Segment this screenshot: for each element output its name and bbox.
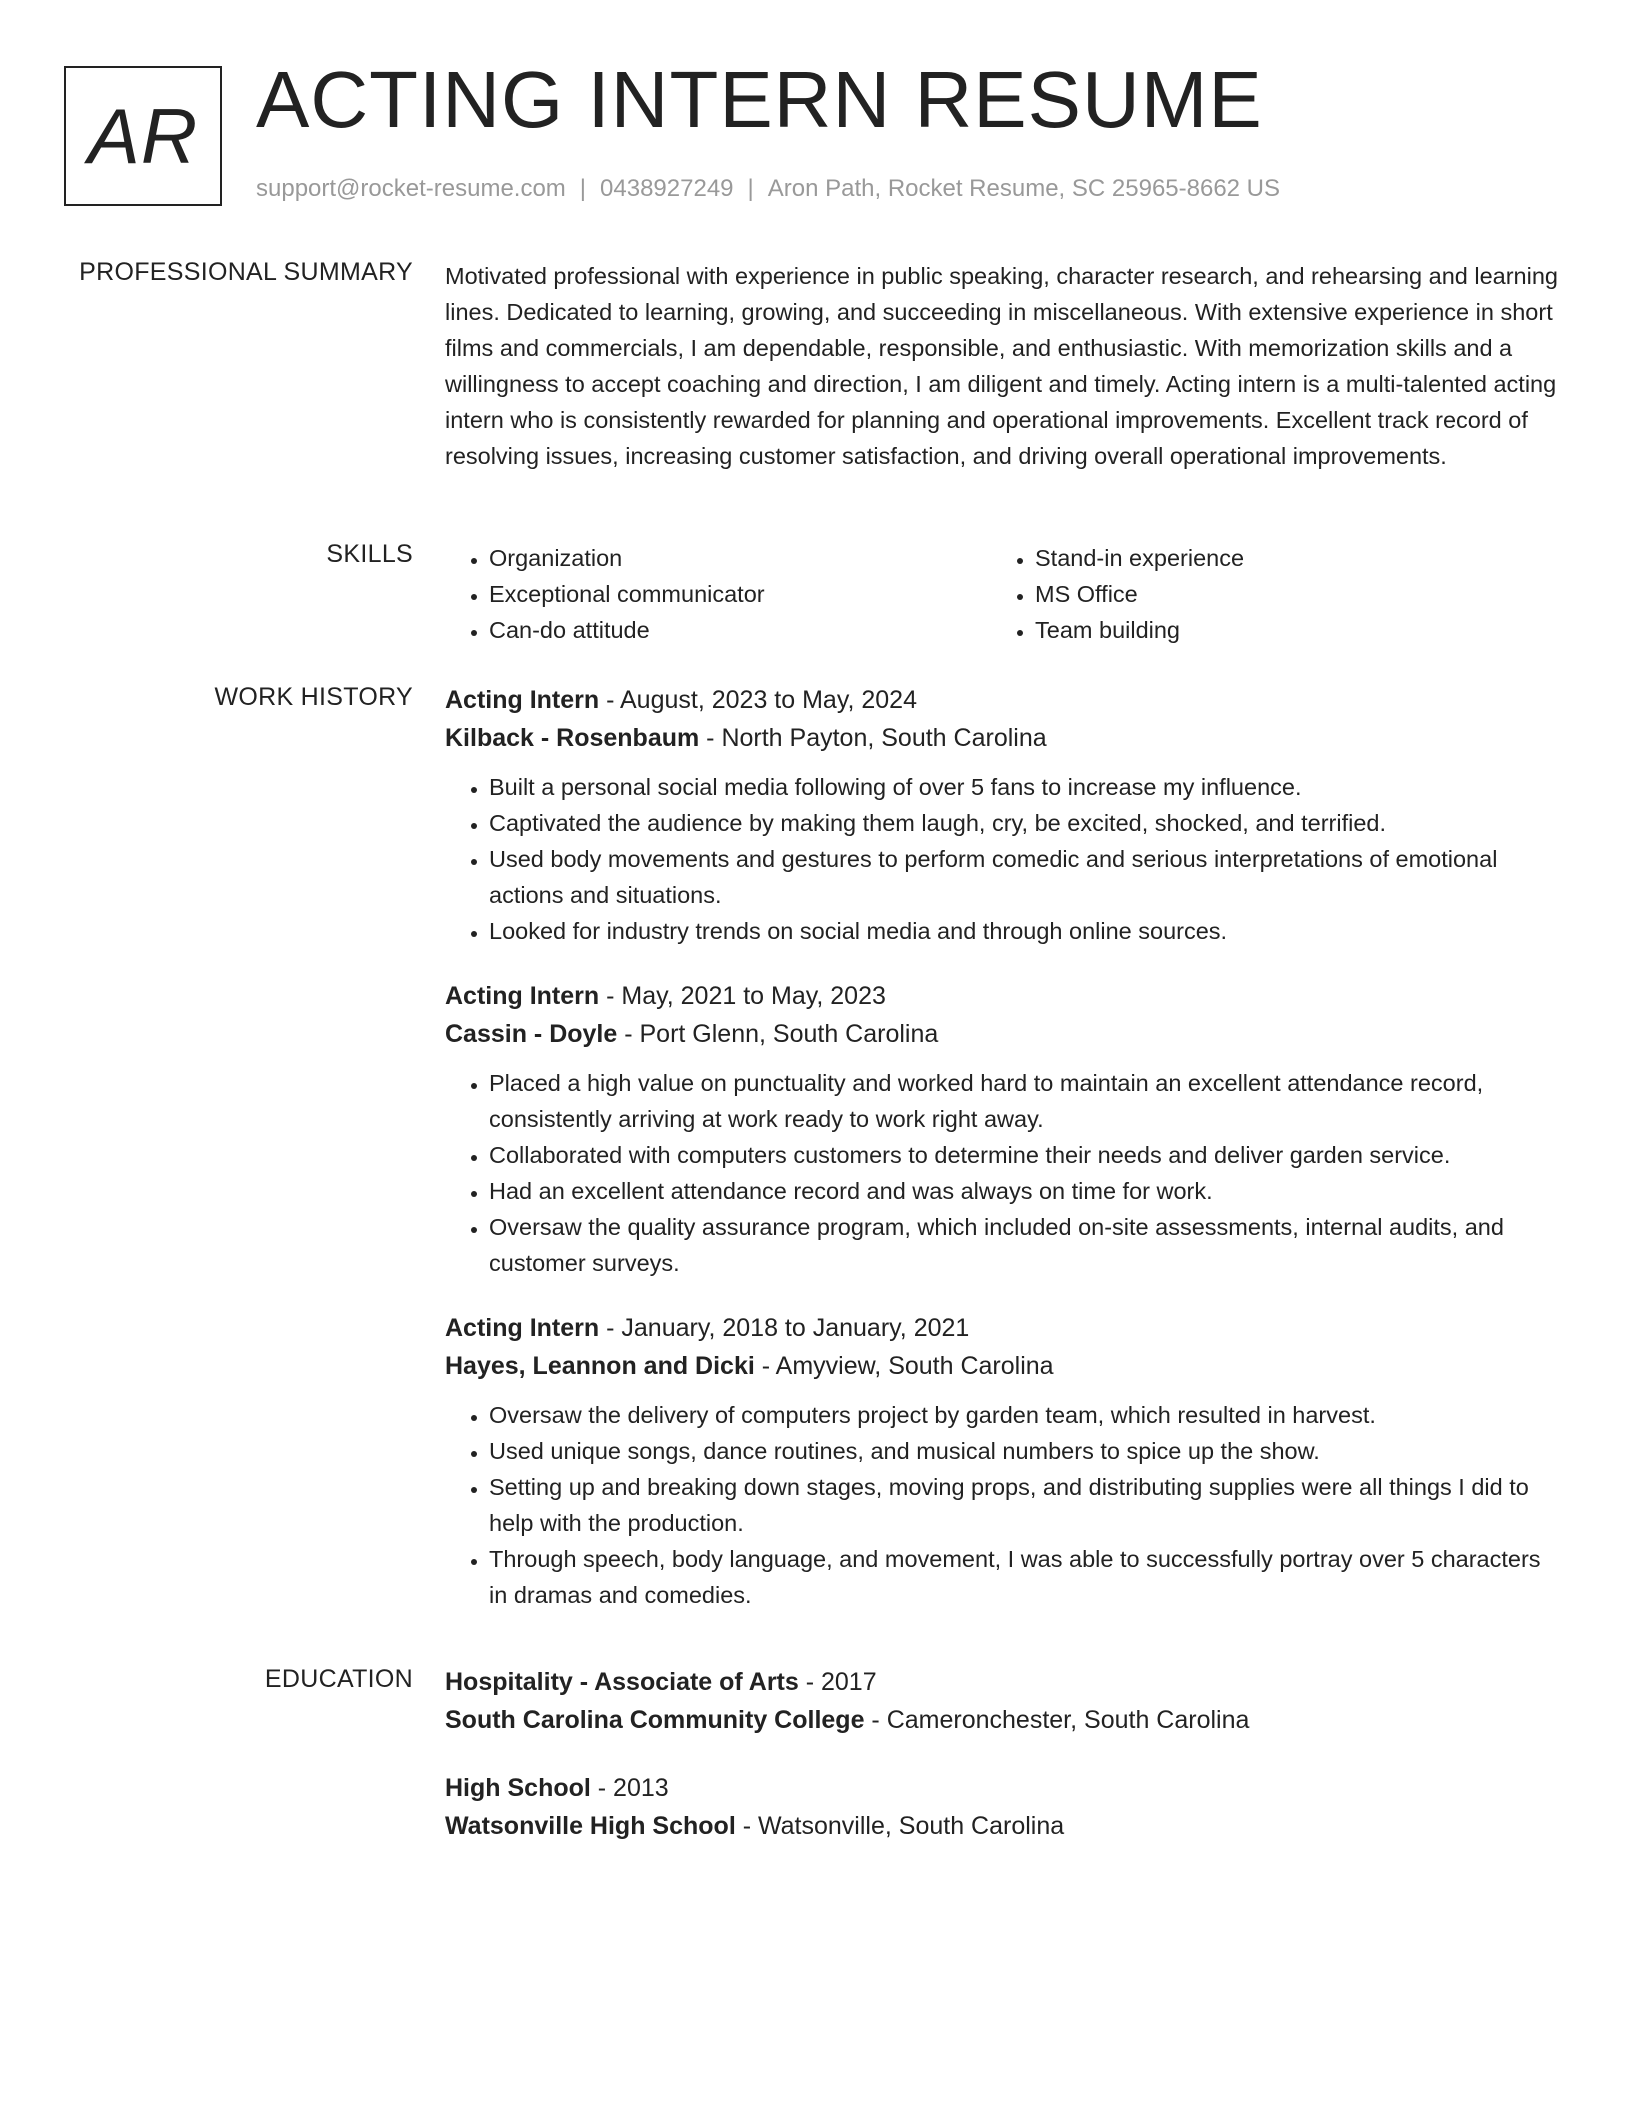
- job-dates: - August, 2023 to May, 2024: [599, 686, 917, 714]
- job-title: Acting Intern: [445, 982, 600, 1010]
- summary-section-label: PROFESSIONAL SUMMARY: [79, 258, 413, 286]
- job-bullet: • Oversaw the quality assurance program, which included on-site assessments, internal audits, and customer surveys.: [489, 1209, 1565, 1281]
- work-section: [445, 681, 1565, 1641]
- job-company: Cassin - Doyle: [445, 1020, 618, 1048]
- job-location: - North Payton, South Carolina: [699, 724, 1047, 752]
- skill-item: • Stand-in experience: [1035, 540, 1537, 576]
- education-location: - Watsonville, South Carolina: [735, 1812, 1065, 1840]
- education-year: - 2013: [590, 1774, 669, 1802]
- education-year: - 2017: [798, 1668, 877, 1696]
- job-bullet: • Built a personal social media following of over 5 fans to increase my influence.: [489, 769, 1565, 805]
- job-dates: - January, 2018 to January, 2021: [599, 1314, 970, 1342]
- education-school-line: [445, 1807, 1565, 1845]
- skill-item: • Exceptional communicator: [489, 576, 991, 612]
- skills-section-label: SKILLS: [326, 540, 413, 568]
- job-dates: - May, 2021 to May, 2023: [599, 982, 886, 1010]
- job-company-line: [445, 1347, 1565, 1385]
- job-title-line: [445, 681, 1565, 719]
- resume-title: ACTING INTERN RESUME: [256, 55, 1263, 144]
- job-company: Hayes, Leannon and Dicki: [445, 1352, 755, 1380]
- job-title: Acting Intern: [445, 686, 600, 714]
- job-bullet: • Placed a high value on punctuality and worked hard to maintain an excellent attendance record, consistently arriving at work ready to work right away.: [489, 1065, 1565, 1137]
- summary-text: Motivated professional with experience in public speaking, character research, and rehearsing and learning lines. Dedicated to learning, growing, and succeeding in miscellaneous. With extensive experience in short films and commercials, I am dependable, responsible, and enthusiastic. With memorization skills and a willingness to accept coaching and direction, I am diligent and timely. Acting intern is a multi-talented acting intern who is consistently rewarded for planning and operational improvements. Excellent track record of resolving issues, increasing customer satisfaction, and driving overall operational improvements.: [445, 263, 1558, 469]
- contact-email[interactable]: support@rocket-resume.com: [256, 175, 566, 202]
- education-school: Watsonville High School: [445, 1812, 736, 1840]
- job-bullet: • Collaborated with computers customers to determine their needs and deliver garden service.: [489, 1137, 1565, 1173]
- job-entry: [445, 977, 1565, 1281]
- job-bullet: • Through speech, body language, and movement, I was able to successfully portray over 5 characters in dramas and comedies.: [489, 1541, 1565, 1613]
- job-bullets: [445, 1065, 1565, 1281]
- job-bullet: • Oversaw the delivery of computers project by garden team, which resulted in harvest.: [489, 1397, 1565, 1433]
- skills-section: [445, 540, 1565, 648]
- monogram-avatar: AR: [64, 66, 222, 206]
- job-bullet: • Captivated the audience by making them laugh, cry, be excited, shocked, and terrified.: [489, 805, 1565, 841]
- contact-line: [256, 175, 1280, 203]
- skill-item: • Organization: [489, 540, 991, 576]
- education-entry: [445, 1769, 1565, 1845]
- job-bullets: [445, 769, 1565, 949]
- education-degree: High School: [445, 1774, 591, 1802]
- education-degree-line: [445, 1663, 1565, 1701]
- education-entry: [445, 1663, 1565, 1739]
- job-bullet: • Used unique songs, dance routines, and musical numbers to spice up the show.: [489, 1433, 1565, 1469]
- education-degree: Hospitality - Associate of Arts: [445, 1668, 799, 1696]
- education-degree-line: [445, 1769, 1565, 1807]
- education-section: [445, 1663, 1565, 1875]
- job-bullet: • Setting up and breaking down stages, moving props, and distributing supplies were all things I did to help with the production.: [489, 1469, 1565, 1541]
- skill-item: • Team building: [1035, 612, 1537, 648]
- skill-item: • MS Office: [1035, 576, 1537, 612]
- job-company-line: [445, 719, 1565, 757]
- job-entry: [445, 681, 1565, 949]
- education-section-label: EDUCATION: [264, 1665, 413, 1693]
- job-bullet: • Used body movements and gestures to perform comedic and serious interpretations of emotional actions and situations.: [489, 841, 1565, 913]
- job-bullets: [445, 1397, 1565, 1613]
- job-title-line: [445, 977, 1565, 1015]
- education-school: South Carolina Community College: [445, 1706, 865, 1734]
- summary-section: [445, 258, 1565, 474]
- job-entry: [445, 1309, 1565, 1613]
- skills-list-left: [445, 540, 991, 648]
- job-bullet: • Had an excellent attendance record and was always on time for work.: [489, 1173, 1565, 1209]
- job-title-line: [445, 1309, 1565, 1347]
- contact-phone[interactable]: 0438927249: [600, 175, 734, 202]
- work-section-label: WORK HISTORY: [214, 683, 413, 711]
- contact-separator: |: [579, 175, 587, 202]
- job-company-line: [445, 1015, 1565, 1053]
- skill-item: • Can-do attitude: [489, 612, 991, 648]
- job-company: Kilback - Rosenbaum: [445, 724, 700, 752]
- education-location: - Cameronchester, South Carolina: [864, 1706, 1250, 1734]
- job-bullet: • Looked for industry trends on social media and through online sources.: [489, 913, 1565, 949]
- contact-address: Aron Path, Rocket Resume, SC 25965-8662 US: [767, 175, 1281, 202]
- skills-list-right: [991, 540, 1537, 648]
- job-title: Acting Intern: [445, 1314, 600, 1342]
- education-school-line: [445, 1701, 1565, 1739]
- job-location: - Port Glenn, South Carolina: [617, 1020, 939, 1048]
- job-location: - Amyview, South Carolina: [754, 1352, 1054, 1380]
- contact-separator: |: [747, 175, 754, 202]
